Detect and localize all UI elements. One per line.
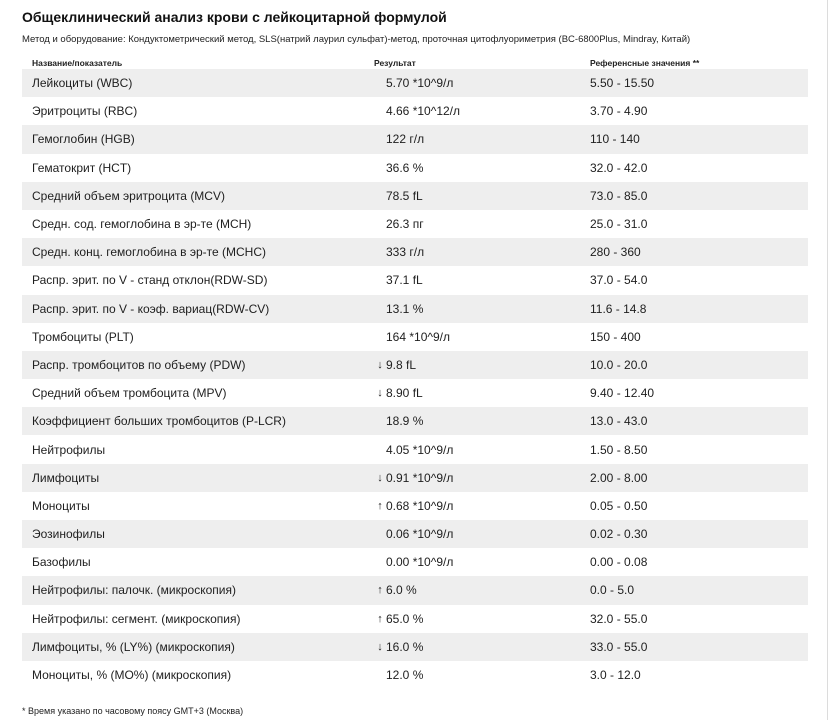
row-name: Распр. тромбоцитов по объему (PDW) <box>32 357 246 372</box>
row-result-cell <box>374 217 590 231</box>
row-name: Эритроциты (RBC) <box>32 104 138 119</box>
row-result-cell <box>374 386 590 400</box>
row-result-cell <box>374 132 590 146</box>
row-name: Средн. конц. гемоглобина в эр-те (MCHC) <box>32 245 266 260</box>
row-result: 164 *10^9/л <box>386 329 451 344</box>
row-name: Распр. эрит. по V - коэф. вариац(RDW-CV) <box>32 301 270 316</box>
table-row <box>22 548 808 576</box>
arrow-down-icon: ↓ <box>377 358 383 371</box>
table-row <box>22 492 808 520</box>
row-result-cell <box>374 443 590 457</box>
row-result: 37.1 fL <box>386 273 423 288</box>
row-result-cell <box>374 161 590 175</box>
row-name: Моноциты, % (MO%) (микроскопия) <box>32 668 232 683</box>
row-name: Распр. эрит. по V - станд отклон(RDW-SD) <box>32 273 268 288</box>
row-name: Базофилы <box>32 555 91 570</box>
arrow-up-icon: ↑ <box>377 612 383 625</box>
row-name: Моноциты <box>32 498 90 513</box>
table-row <box>22 182 808 210</box>
table-row <box>22 379 808 407</box>
row-result: 0.00 *10^9/л <box>386 555 454 570</box>
row-reference: 2.00 - 8.00 <box>590 470 648 485</box>
row-name: Лейкоциты (WBC) <box>32 76 133 91</box>
row-result-cell <box>374 612 590 626</box>
row-reference: 0.0 - 5.0 <box>590 583 635 598</box>
table-row <box>22 661 808 689</box>
row-reference: 110 - 140 <box>590 132 640 147</box>
row-result: 18.9 % <box>386 414 424 429</box>
table-row <box>22 407 808 435</box>
row-result-cell <box>374 245 590 259</box>
row-result: 122 г/л <box>386 132 425 147</box>
header-result: Результат <box>374 58 416 68</box>
table-row <box>22 464 808 492</box>
arrow-up-icon: ↑ <box>377 584 383 597</box>
row-result: 8.90 fL <box>386 386 423 401</box>
table-body <box>22 69 808 689</box>
arrow-down-icon: ↓ <box>377 471 383 484</box>
row-name: Средн. сод. гемоглобина в эр-те (MCH) <box>32 217 252 232</box>
row-reference: 1.50 - 8.50 <box>590 442 648 457</box>
row-result-cell <box>374 189 590 203</box>
row-result: 36.6 % <box>386 160 424 175</box>
timezone-footnote: * Время указано по часовому поясу GMT+3 (Москва) <box>22 706 244 716</box>
table-row <box>22 97 808 125</box>
row-result: 9.8 fL <box>386 357 417 372</box>
row-reference: 32.0 - 42.0 <box>590 160 648 175</box>
row-reference: 33.0 - 55.0 <box>590 639 648 654</box>
row-reference: 5.50 - 15.50 <box>590 76 655 91</box>
row-reference: 0.02 - 0.30 <box>590 527 648 542</box>
row-result-cell <box>374 471 590 485</box>
header-name: Название/показатель <box>32 58 123 68</box>
row-result-cell <box>374 583 590 597</box>
row-result: 13.1 % <box>386 301 424 316</box>
row-result: 26.3 пг <box>386 217 424 232</box>
row-reference: 73.0 - 85.0 <box>590 188 648 203</box>
table-row <box>22 69 808 97</box>
row-reference: 3.0 - 12.0 <box>590 668 641 683</box>
row-reference: 37.0 - 54.0 <box>590 273 648 288</box>
row-name: Средний объем тромбоцита (MPV) <box>32 386 227 401</box>
row-result: 5.70 *10^9/л <box>386 76 454 91</box>
arrow-down-icon: ↓ <box>377 387 383 400</box>
row-name: Нейтрофилы: сегмент. (микроскопия) <box>32 611 241 626</box>
row-result-cell <box>374 104 590 118</box>
row-reference: 32.0 - 55.0 <box>590 611 648 626</box>
row-result-cell <box>374 640 590 654</box>
table-row <box>22 295 808 323</box>
row-reference: 0.05 - 0.50 <box>590 498 648 513</box>
row-name: Гематокрит (HCT) <box>32 160 132 175</box>
table-row <box>22 633 808 661</box>
method-description: Метод и оборудование: Кондуктометрический метод, SLS(натрий лаурил сульфат)-метод, проточная цитофлуориметрия (BC-6800Plus, Mindray, Китай) <box>22 34 691 45</box>
row-result: 4.66 *10^12/л <box>386 104 461 119</box>
table-row <box>22 154 808 182</box>
row-name: Лимфоциты <box>32 470 100 485</box>
row-result-cell <box>374 330 590 344</box>
row-name: Коэффициент больших тромбоцитов (P-LCR) <box>32 414 286 429</box>
row-reference: 280 - 360 <box>590 245 641 260</box>
row-reference: 10.0 - 20.0 <box>590 357 648 372</box>
arrow-down-icon: ↓ <box>377 640 383 653</box>
results-table <box>22 56 808 689</box>
row-result-cell <box>374 527 590 541</box>
row-reference: 0.00 - 0.08 <box>590 555 648 570</box>
row-result: 12.0 % <box>386 668 424 683</box>
row-result-cell <box>374 358 590 372</box>
row-name: Нейтрофилы <box>32 442 106 457</box>
table-row <box>22 351 808 379</box>
row-result: 65.0 % <box>386 611 424 626</box>
table-row <box>22 435 808 463</box>
row-name: Эозинофилы <box>32 527 105 542</box>
row-result: 0.06 *10^9/л <box>386 527 454 542</box>
row-result-cell <box>374 555 590 569</box>
row-result-cell <box>374 302 590 316</box>
row-name: Нейтрофилы: палочк. (микроскопия) <box>32 583 236 598</box>
row-result-cell <box>374 76 590 90</box>
row-result: 78.5 fL <box>386 188 423 203</box>
header-reference: Референсные значения ** <box>590 58 700 68</box>
row-reference: 9.40 - 12.40 <box>590 386 655 401</box>
row-reference: 3.70 - 4.90 <box>590 104 648 119</box>
row-result-cell <box>374 499 590 513</box>
row-result-cell <box>374 668 590 682</box>
row-name: Средний объем эритроцита (MCV) <box>32 188 225 203</box>
table-row <box>22 266 808 294</box>
row-reference: 25.0 - 31.0 <box>590 217 648 232</box>
row-result: 6.0 % <box>386 583 417 598</box>
arrow-up-icon: ↑ <box>377 499 383 512</box>
report-title: Общеклинический анализ крови с лейкоцитарной формулой <box>22 9 447 25</box>
row-result-cell <box>374 273 590 287</box>
row-result: 16.0 % <box>386 639 424 654</box>
table-row <box>22 210 808 238</box>
row-result: 333 г/л <box>386 245 425 260</box>
row-result: 4.05 *10^9/л <box>386 442 454 457</box>
table-row <box>22 125 808 153</box>
table-row <box>22 605 808 633</box>
table-header <box>22 56 808 68</box>
table-row <box>22 520 808 548</box>
row-result: 0.68 *10^9/л <box>386 498 454 513</box>
row-reference: 11.6 - 14.8 <box>590 301 647 316</box>
row-reference: 13.0 - 43.0 <box>590 414 648 429</box>
row-result-cell <box>374 414 590 428</box>
row-reference: 150 - 400 <box>590 329 641 344</box>
table-row <box>22 323 808 351</box>
row-name: Гемоглобин (HGB) <box>32 132 135 147</box>
row-name: Лимфоциты, % (LY%) (микроскопия) <box>32 639 235 654</box>
table-row <box>22 238 808 266</box>
row-result: 0.91 *10^9/л <box>386 470 454 485</box>
table-row <box>22 576 808 604</box>
row-name: Тромбоциты (PLT) <box>32 329 134 344</box>
